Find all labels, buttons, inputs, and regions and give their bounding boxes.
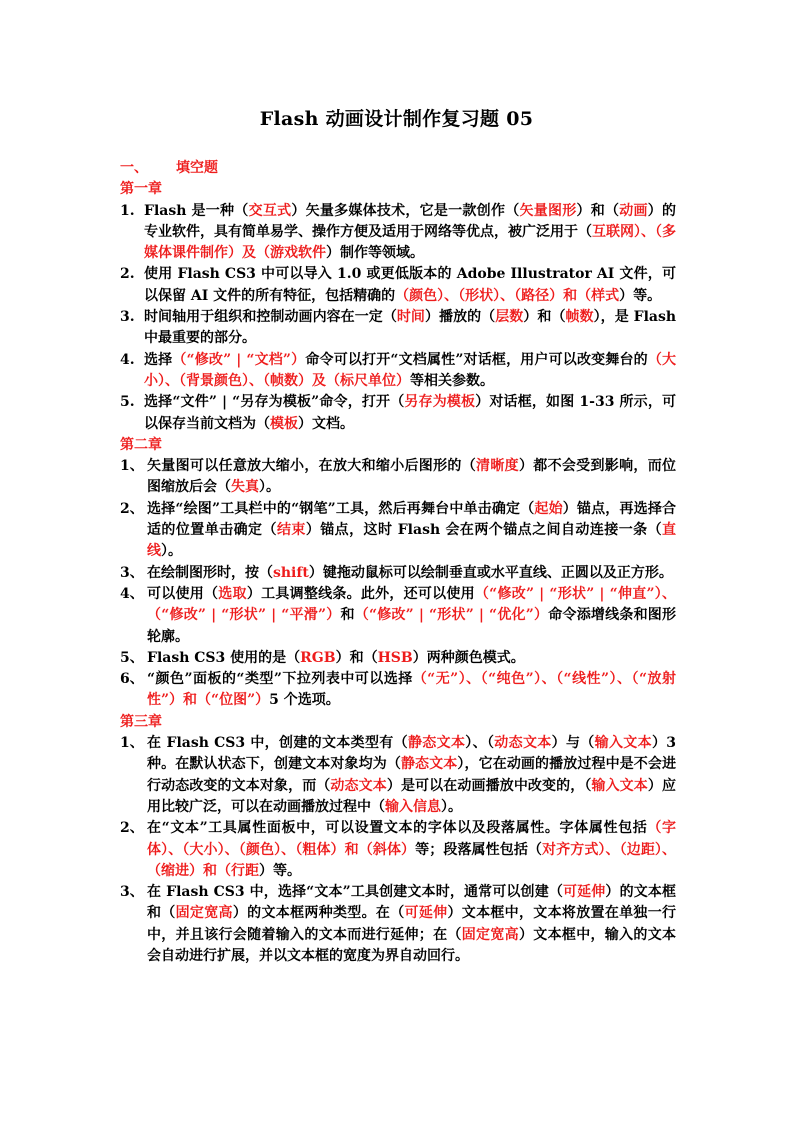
prompt-text: ）和（	[335, 649, 378, 666]
prompt-text: ），它在动画的播放过程中是不会进行动态改变的文本对象，而（	[147, 756, 677, 794]
question-number: 2.	[120, 266, 135, 283]
answer-text: （“修改” | “文档”）	[172, 351, 306, 368]
prompt-text: ）键拖动鼠标可以绘制垂直或水平直线、正圆以及正方形。	[308, 564, 673, 581]
prompt-text: 选择“文件” | “另存为模板”命令，打开（	[144, 394, 405, 411]
question-number: 3、	[120, 884, 144, 901]
prompt-text: ）文档。	[298, 415, 354, 432]
question-item	[120, 563, 676, 584]
prompt-text: ）都不会受到影响，而位图缩放后会（	[147, 458, 677, 496]
prompt-text: ）、（	[465, 735, 495, 752]
answer-text: （“无”）、（“纯色”）、（“线性”）、（“放射性”）和（“位图”）	[147, 671, 676, 709]
prompt-text: Flash CS3 使用的是（	[147, 649, 301, 666]
answer-text: 矢量图形	[519, 202, 577, 219]
answer-text: 动态文本	[494, 735, 552, 752]
prompt-text: 等；段落属性包括（	[415, 841, 543, 858]
prompt-text: “颜色”面板的“类型”下拉列表中可以选择	[147, 671, 413, 688]
prompt-text: 矢量图可以任意放大缩小，在放大和缩小后图形的（	[147, 458, 477, 475]
prompt-text: 使用 Flash CS3 中可以导入 1.0 或更低版本的 Adobe Illustrator AI 文件，可以保留 AI 文件的所有特征，包括精确的	[144, 266, 676, 304]
prompt-text: ）。	[259, 479, 280, 496]
question-text	[144, 350, 676, 393]
prompt-text: 在 Flash CS3 中，选择“文本”工具创建文本时，通常可以创建（	[147, 884, 563, 901]
answer-text: RGB	[300, 649, 336, 666]
answer-text: 结束	[276, 522, 306, 539]
question-text	[144, 201, 676, 265]
question-number: 2、	[120, 820, 144, 837]
prompt-text: 时间轴用于组织和控制动画内容在一定（	[144, 309, 397, 326]
question-item	[120, 264, 676, 307]
prompt-text: 可以使用（	[147, 585, 219, 602]
answer-text: 交互式	[248, 202, 292, 219]
answer-text: 输入文本	[594, 735, 652, 752]
prompt-text: ）与（	[551, 735, 595, 752]
answer-text: 对齐方式）、（边距）、（缩进）和（行距	[147, 841, 677, 879]
answer-text: 直线	[147, 522, 677, 560]
prompt-text: ）两种颜色模式。	[412, 649, 525, 666]
prompt-text: ）等。	[259, 862, 301, 879]
prompt-text: ）3 种。在默认状态下，创建文本对象均为（	[147, 735, 677, 773]
prompt-text: 在 Flash CS3 中，创建的文本类型有（	[147, 735, 408, 752]
question-text	[147, 499, 676, 563]
prompt-text: ）工具调整线条。此外，还可以使用	[246, 585, 475, 602]
prompt-text: ）的文本框和（	[147, 884, 676, 922]
question-number: 1.	[120, 202, 135, 219]
question-number: 5.	[120, 394, 135, 411]
question-item	[120, 669, 676, 712]
answer-text: （大小）、（背景颜色）、（帧数）及（标尺单位）	[144, 351, 677, 389]
question-text	[147, 733, 676, 818]
question-item	[120, 456, 676, 499]
prompt-text: 在绘制图形时，按（	[147, 564, 273, 581]
answer-text: 互联网）、（多媒体课件制作）及（游戏软件	[144, 223, 676, 262]
prompt-text: ）制作等领域。	[326, 245, 424, 262]
prompt-text: ）锚点，这时 Flash 会在两个锚点之间自动连接一条（	[305, 522, 663, 539]
answer-text: 动画	[619, 202, 648, 219]
question-number: 1、	[120, 735, 144, 752]
question-number: 4.	[120, 351, 135, 368]
answer-text: 失真	[231, 479, 259, 496]
question-item	[120, 350, 676, 393]
prompt-text: ）。	[441, 798, 462, 815]
answer-text: 选取	[218, 585, 247, 602]
prompt-text: 选择“绘图”工具栏中的“钢笔”工具，然后再舞台中单击确定（	[147, 500, 535, 517]
question-text	[144, 392, 676, 435]
answer-text: 层数	[495, 309, 524, 326]
answer-text: 帧数	[565, 309, 594, 326]
question-item	[120, 201, 676, 265]
prompt-text: ）应用比较广泛，可以在动画播放过程中（	[147, 777, 677, 815]
answer-text: （“修改” | “形状” | “优化”）	[354, 607, 549, 624]
prompt-text: ）的专业软件，具有简单易学、操作方便及适用于网络等优点，被广泛用于（	[144, 202, 677, 240]
answer-text: （字体）、（大小）、（颜色）、（粗体）和（斜体）	[147, 820, 676, 858]
prompt-text: ）等。	[619, 287, 662, 304]
answer-text: 另存为模板	[404, 394, 476, 411]
answer-text: 动态文本	[330, 777, 387, 794]
question-number: 6、	[120, 671, 144, 688]
prompt-text: ）锚点，再选择合适的位置单击确定（	[147, 500, 676, 539]
question-text	[147, 882, 676, 967]
prompt-text: 选择	[144, 351, 173, 368]
question-text	[147, 456, 676, 499]
question-item	[120, 818, 676, 882]
prompt-text: ）文本框中，输入的文本会自动进行扩展，并以文本框的宽度为界自动回行。	[147, 926, 677, 964]
question-number: 1、	[120, 458, 144, 475]
section-heading	[120, 158, 676, 179]
answer-text: 时间	[396, 309, 425, 326]
prompt-text: 和	[340, 607, 355, 624]
prompt-text: 命令添增线条和图形轮廓。	[147, 607, 677, 645]
question-number: 5、	[120, 649, 144, 666]
prompt-text: ）播放的（	[424, 309, 496, 326]
answer-text: 可延伸	[562, 884, 606, 901]
answer-text: 固定宽高	[175, 905, 233, 922]
prompt-text: 5 个选项。	[269, 692, 340, 709]
section-number: 一、	[120, 160, 148, 176]
answer-text: 模板	[270, 415, 298, 432]
question-number: 3.	[120, 309, 135, 326]
question-item	[120, 584, 676, 648]
prompt-text: Flash 是一种（	[144, 202, 249, 219]
question-text	[147, 669, 676, 712]
question-number: 3、	[120, 564, 144, 581]
prompt-text: ）文本框中，文本将放置在单独一行中，并且该行会随着输入的文本而进行延伸；在（	[147, 905, 677, 943]
answer-text: shift	[273, 564, 309, 581]
answer-text: 静态文本	[407, 735, 466, 752]
page-title: Flash 动画设计制作复习题 05	[259, 108, 534, 130]
answer-text: 静态文本	[400, 756, 458, 773]
question-item	[120, 307, 676, 350]
answer-text: 固定宽高	[461, 926, 519, 943]
answer-text: （“修改” | “形状” | “伸直”）、（“修改” | “形状” | “平滑”）	[147, 585, 677, 624]
chapter-heading: 第一章	[120, 181, 162, 198]
question-text	[147, 563, 676, 584]
prompt-text: 在“文本”工具属性面板中，可以设置文本的字体以及段落属性。字体属性包括	[147, 820, 648, 837]
prompt-text: ）矢量多媒体技术，它是一款创作（	[291, 202, 520, 219]
answer-text: 起始	[534, 500, 563, 517]
prompt-text: ）对话框，如图 1-33 所示，可以保存当前文档为（	[144, 394, 676, 432]
question-text	[147, 818, 676, 882]
question-number: 2、	[120, 500, 144, 517]
chapter-heading: 第三章	[120, 713, 162, 730]
answer-text: 输入信息	[385, 798, 441, 815]
question-item	[120, 392, 676, 435]
answer-text: HSB	[377, 649, 413, 666]
prompt-text: ）和（	[523, 309, 566, 326]
question-text	[147, 648, 676, 669]
question-text	[144, 264, 676, 307]
prompt-text: ）。	[161, 543, 182, 560]
prompt-text: ），是 Flash 中最重要的部分。	[144, 309, 677, 347]
prompt-text: ）和（	[576, 202, 620, 219]
document-body	[120, 158, 676, 967]
question-item	[120, 882, 676, 967]
question-item	[120, 648, 676, 669]
prompt-text: 等相关参数。	[410, 372, 494, 389]
answer-text: 输入文本	[591, 777, 648, 794]
prompt-text: 命令可以打开“文档属性”对话框，用户可以改变舞台的	[305, 351, 648, 368]
prompt-text: ）是可以在动画播放中改变的，（	[386, 777, 592, 794]
answer-text: 清晰度	[476, 458, 519, 475]
prompt-text: ）的文本框两种类型。在（	[232, 905, 405, 922]
question-text	[147, 584, 676, 648]
answer-text: 可延伸	[404, 905, 448, 922]
question-text	[144, 307, 676, 350]
chapter-heading: 第二章	[120, 436, 162, 453]
question-item	[120, 733, 676, 818]
section-label: 填空题	[176, 160, 218, 176]
question-number: 4、	[120, 585, 144, 602]
answer-text: （颜色）、（形状）、（路径）和（样式	[395, 287, 620, 304]
question-item	[120, 499, 676, 563]
